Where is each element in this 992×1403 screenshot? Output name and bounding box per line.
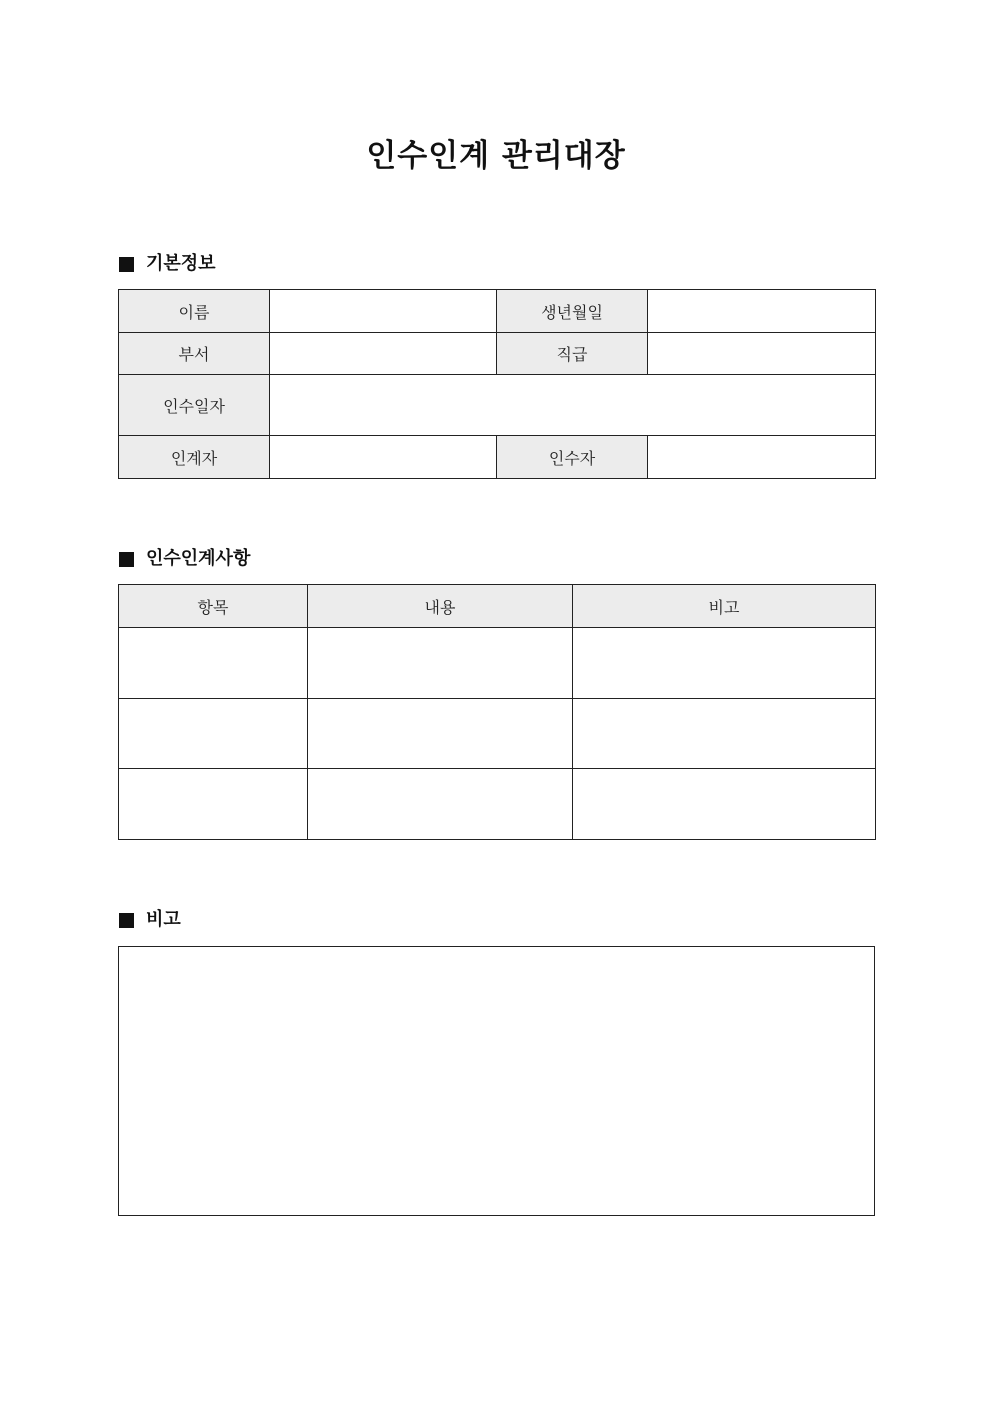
section-heading-basic-info	[119, 252, 216, 276]
handover-from-label: 인계자	[119, 436, 270, 479]
section-heading-label: 기본정보	[146, 253, 216, 274]
column-header-note: 비고	[573, 585, 876, 628]
handover-items-table	[118, 584, 876, 840]
column-header-content: 내용	[308, 585, 573, 628]
note-cell[interactable]	[573, 769, 876, 840]
handover-to-label: 인수자	[497, 436, 648, 479]
content-cell[interactable]	[308, 628, 573, 699]
table-row	[119, 436, 876, 479]
section-heading-handover-items	[119, 547, 250, 571]
square-bullet-icon	[119, 257, 134, 272]
square-bullet-icon	[119, 913, 134, 928]
handover-date-label: 인수일자	[119, 375, 270, 436]
basic-info-table	[118, 289, 876, 479]
section-heading-label: 비고	[146, 909, 181, 930]
note-cell[interactable]	[573, 699, 876, 769]
item-cell[interactable]	[119, 699, 308, 769]
table-row	[119, 333, 876, 375]
position-label: 직급	[497, 333, 648, 375]
handover-to-field[interactable]	[648, 436, 876, 479]
square-bullet-icon	[119, 552, 134, 567]
section-heading-label: 인수인계사항	[146, 548, 251, 569]
name-field[interactable]	[270, 290, 497, 333]
table-row	[119, 628, 876, 699]
table-header-row	[119, 585, 876, 628]
content-cell[interactable]	[308, 699, 573, 769]
table-row	[119, 375, 876, 436]
item-cell[interactable]	[119, 628, 308, 699]
table-row	[119, 699, 876, 769]
handover-date-field[interactable]	[270, 375, 876, 436]
table-row	[119, 769, 876, 840]
column-header-item: 항목	[119, 585, 308, 628]
position-field[interactable]	[648, 333, 876, 375]
section-heading-remarks	[119, 908, 181, 932]
department-field[interactable]	[270, 333, 497, 375]
birthdate-field[interactable]	[648, 290, 876, 333]
content-cell[interactable]	[308, 769, 573, 840]
department-label: 부서	[119, 333, 270, 375]
table-row	[119, 290, 876, 333]
remarks-field[interactable]	[118, 946, 875, 1216]
name-label: 이름	[119, 290, 270, 333]
document-title: 인수인계 관리대장	[366, 138, 626, 174]
handover-from-field[interactable]	[270, 436, 497, 479]
birthdate-label: 생년월일	[497, 290, 648, 333]
note-cell[interactable]	[573, 628, 876, 699]
item-cell[interactable]	[119, 769, 308, 840]
